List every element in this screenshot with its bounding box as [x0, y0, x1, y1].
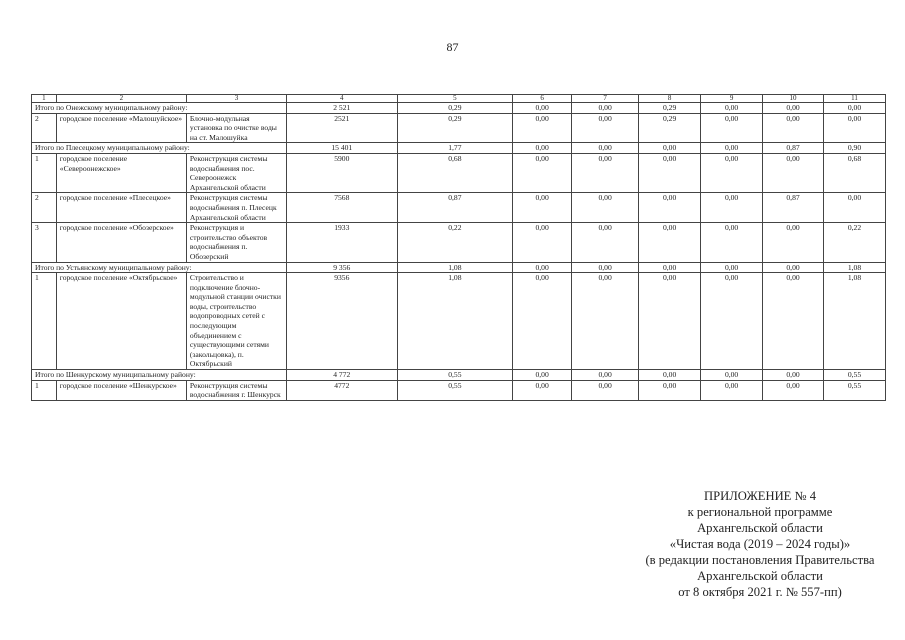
col-header: 2: [56, 95, 186, 103]
value-cell: 1,77: [397, 143, 513, 154]
value-cell: 5900: [287, 153, 397, 192]
value-cell: 0,00: [513, 262, 572, 273]
value-cell: 0,00: [572, 153, 639, 192]
value-cell: 0,00: [639, 143, 701, 154]
settlement-name: городское поселение «Североонежское»: [56, 153, 186, 192]
col-header: 7: [572, 95, 639, 103]
value-cell: 0,00: [513, 143, 572, 154]
appendix-line: «Чистая вода (2019 – 2024 годы)»: [669, 537, 851, 551]
value-cell: 0,00: [701, 103, 763, 114]
object-name: Реконструкция системы водоснабжения п. Плесецк Архангельской области: [186, 193, 286, 223]
row-number: 1: [32, 153, 57, 192]
row-number: 2: [32, 113, 57, 143]
value-cell: 0,00: [763, 262, 824, 273]
settlement-name: городское поселение «Плесецкое»: [56, 193, 186, 223]
value-cell: 0,00: [639, 223, 701, 262]
value-cell: 0,00: [572, 113, 639, 143]
value-cell: 1,08: [823, 273, 885, 370]
value-cell: 0,00: [513, 273, 572, 370]
value-cell: 0,00: [701, 153, 763, 192]
value-cell: 0,87: [763, 143, 824, 154]
value-cell: 0,55: [823, 380, 885, 400]
value-cell: 0,00: [701, 370, 763, 381]
value-cell: 0,00: [572, 370, 639, 381]
value-cell: 0,00: [572, 103, 639, 114]
value-cell: 0,00: [572, 273, 639, 370]
value-cell: 0,55: [397, 380, 513, 400]
value-cell: 0,00: [572, 262, 639, 273]
col-header: 9: [701, 95, 763, 103]
value-cell: 4 772: [287, 370, 397, 381]
value-cell: 0,00: [763, 380, 824, 400]
value-cell: 0,00: [763, 370, 824, 381]
district-total-label: Итого по Устьянскому муниципальному району:: [32, 262, 287, 273]
object-name: Блочно-модульная установка по очистке воды на ст. Малошуйка: [186, 113, 286, 143]
value-cell: 0,00: [572, 193, 639, 223]
value-cell: 0,00: [763, 153, 824, 192]
appendix-line: (в редакции постановления Правительства: [645, 553, 875, 567]
column-number-row: [32, 95, 886, 103]
district-total-label: Итого по Онежскому муниципальному району:: [32, 103, 287, 114]
appendix-title: ПРИЛОЖЕНИЕ № 4: [704, 489, 816, 503]
table-row: [32, 380, 886, 400]
value-cell: 0,00: [639, 380, 701, 400]
value-cell: 1933: [287, 223, 397, 262]
col-header: 10: [763, 95, 824, 103]
table-row: [32, 113, 886, 143]
value-cell: 0,55: [397, 370, 513, 381]
district-total-row: [32, 262, 886, 273]
value-cell: 9356: [287, 273, 397, 370]
value-cell: 0,00: [639, 262, 701, 273]
value-cell: 0,90: [823, 143, 885, 154]
value-cell: 0,00: [513, 153, 572, 192]
appendix-line: к региональной программе: [687, 505, 833, 519]
value-cell: 0,00: [513, 113, 572, 143]
settlement-name: городское поселение «Малошуйское»: [56, 113, 186, 143]
object-name: Строительство и подключение блочно-модульной станции очистки воды, строительство водопроводных сетей с последующим объединением с существующими сетями (закольцовка), п. Октябрьский: [186, 273, 286, 370]
value-cell: 1,08: [823, 262, 885, 273]
col-header: 11: [823, 95, 885, 103]
col-header: 1: [32, 95, 57, 103]
district-total-row: [32, 370, 886, 381]
row-number: 1: [32, 380, 57, 400]
value-cell: 0,00: [763, 223, 824, 262]
value-cell: 0,29: [639, 113, 701, 143]
value-cell: 0,00: [763, 103, 824, 114]
object-name: Реконструкция системы водоснабжения г. Шенкурск: [186, 380, 286, 400]
value-cell: 0,00: [823, 103, 885, 114]
district-total-row: [32, 103, 886, 114]
table-row: [32, 193, 886, 223]
settlement-name: городское поселение «Шенкурское»: [56, 380, 186, 400]
value-cell: 0,00: [513, 193, 572, 223]
value-cell: 0,68: [397, 153, 513, 192]
value-cell: 0,00: [823, 113, 885, 143]
value-cell: 1,08: [397, 262, 513, 273]
value-cell: 0,00: [701, 143, 763, 154]
col-header: 6: [513, 95, 572, 103]
value-cell: 0,29: [397, 113, 513, 143]
value-cell: 0,00: [639, 193, 701, 223]
value-cell: 0,00: [513, 103, 572, 114]
district-total-label: Итого по Шенкурскому муниципальному району:: [32, 370, 287, 381]
value-cell: 7568: [287, 193, 397, 223]
value-cell: 4772: [287, 380, 397, 400]
row-number: 1: [32, 273, 57, 370]
value-cell: 0,00: [763, 113, 824, 143]
value-cell: 0,00: [701, 193, 763, 223]
value-cell: 0,00: [513, 380, 572, 400]
value-cell: 0,00: [701, 113, 763, 143]
value-cell: 0,00: [639, 273, 701, 370]
value-cell: 0,00: [763, 273, 824, 370]
value-cell: 0,87: [397, 193, 513, 223]
row-number: 2: [32, 193, 57, 223]
value-cell: 0,00: [701, 262, 763, 273]
value-cell: 0,55: [823, 370, 885, 381]
appendix-line: от 8 октября 2021 г. № 557-пп): [678, 585, 842, 599]
value-cell: 0,00: [701, 273, 763, 370]
table-row: [32, 153, 886, 192]
value-cell: 0,00: [513, 223, 572, 262]
value-cell: 0,00: [639, 153, 701, 192]
value-cell: 0,29: [397, 103, 513, 114]
settlement-name: городское поселение «Обозерское»: [56, 223, 186, 262]
col-header: 5: [397, 95, 513, 103]
value-cell: 0,22: [823, 223, 885, 262]
value-cell: 0,00: [572, 223, 639, 262]
value-cell: 0,00: [572, 380, 639, 400]
value-cell: 0,00: [572, 143, 639, 154]
value-cell: 0,00: [823, 193, 885, 223]
appendix-line: Архангельской области: [697, 521, 823, 535]
value-cell: 0,00: [701, 380, 763, 400]
table-row: [32, 273, 886, 370]
value-cell: 0,00: [513, 370, 572, 381]
value-cell: 15 401: [287, 143, 397, 154]
object-name: Реконструкция и строительство объектов водоснабжения п. Обозерский: [186, 223, 286, 262]
value-cell: 0,68: [823, 153, 885, 192]
value-cell: 2 521: [287, 103, 397, 114]
row-number: 3: [32, 223, 57, 262]
table-row: [32, 223, 886, 262]
col-header: 4: [287, 95, 397, 103]
value-cell: 0,87: [763, 193, 824, 223]
value-cell: 0,22: [397, 223, 513, 262]
value-cell: 9 356: [287, 262, 397, 273]
value-cell: 1,08: [397, 273, 513, 370]
appendix-heading: [600, 488, 905, 600]
settlement-name: городское поселение «Октябрьское»: [56, 273, 186, 370]
district-total-label: Итого по Плесецкому муниципальному району:: [32, 143, 287, 154]
district-total-row: [32, 143, 886, 154]
col-header: 3: [186, 95, 286, 103]
value-cell: 2521: [287, 113, 397, 143]
appendix-line: Архангельской области: [697, 569, 823, 583]
page-number: 87: [446, 40, 459, 54]
col-header: 8: [639, 95, 701, 103]
value-cell: 0,29: [639, 103, 701, 114]
value-cell: 0,00: [701, 223, 763, 262]
program-table: [31, 94, 886, 401]
object-name: Реконструкция системы водоснабжения пос. Североонежск Архангельской области: [186, 153, 286, 192]
value-cell: 0,00: [639, 370, 701, 381]
